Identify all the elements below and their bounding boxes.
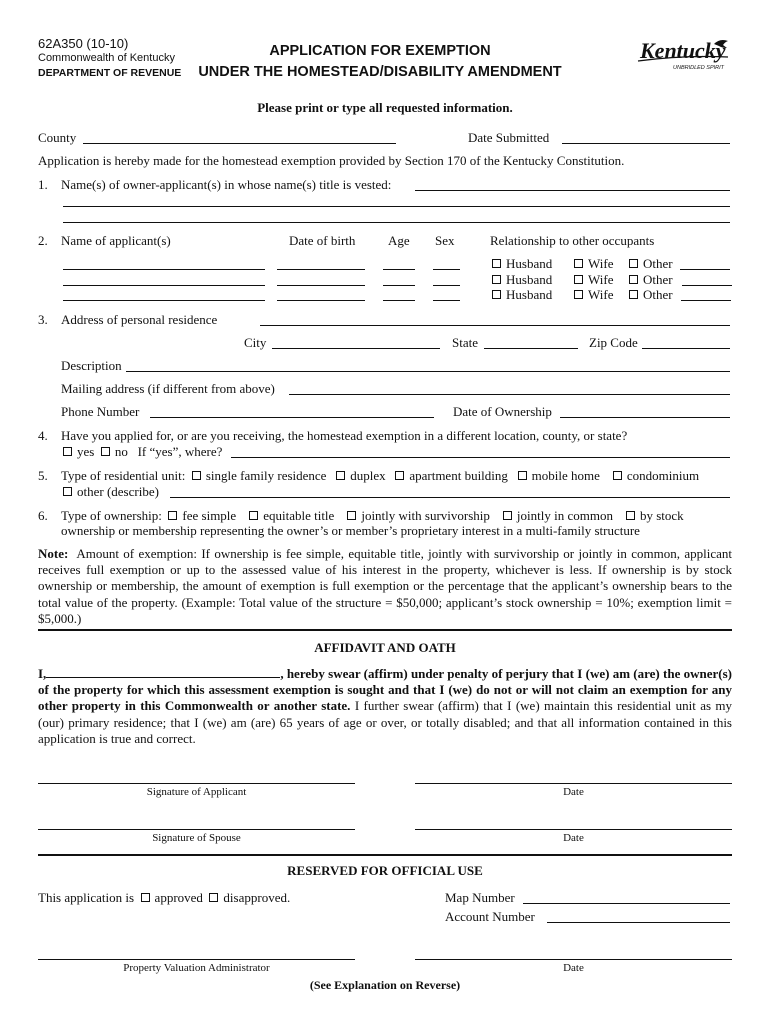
q2-name-label: Name of applicant(s) [61,233,171,248]
section-divider [38,854,732,856]
single-family-checkbox[interactable] [192,471,201,480]
applicant-name-field[interactable] [63,269,265,270]
other-label: Other [643,256,673,271]
spouse-date-label: Date [563,832,584,844]
applicant-dob-field[interactable] [277,285,365,286]
q6-label: Type of ownership: [61,508,162,523]
applicant-dob-field[interactable] [277,269,365,270]
city-field[interactable] [272,348,440,349]
applicant-name-field[interactable] [63,285,265,286]
survivorship-checkbox[interactable] [347,511,356,520]
mailing-address-field[interactable] [289,394,730,395]
applicant-name-field[interactable] [63,300,265,301]
other-checkbox[interactable] [629,259,638,268]
relationship-row [574,287,613,303]
note-label: Note: [38,546,69,561]
no-label: no [114,444,128,459]
zip-field[interactable] [642,348,730,349]
form-title-line2: UNDER THE HOMESTEAD/DISABILITY AMENDMENT [198,64,562,80]
account-number-field[interactable] [547,922,730,923]
map-number-label: Map Number [445,890,515,905]
wife-label: Wife [588,256,614,271]
pva-signature-field[interactable] [38,959,355,960]
other-relationship-field[interactable] [682,285,732,286]
relationship-row [574,256,613,272]
state-field[interactable] [484,348,578,349]
owner-name-field-3[interactable] [63,222,730,223]
relationship-row [629,287,673,303]
applicant-signature-field[interactable] [38,783,355,784]
q4-answer-row [63,444,222,460]
description-field[interactable] [126,371,730,372]
if-yes-label: If “yes”, where? [137,444,223,459]
other-unit-label: other (describe) [77,484,159,499]
apartment-checkbox[interactable] [395,471,404,480]
phone-label: Phone Number [61,404,140,419]
application-is-label: This application is [38,890,135,905]
yes-checkbox[interactable] [63,447,72,456]
affidavit-i: I, [38,666,47,681]
q2-age-label: Age [388,233,410,248]
other-checkbox[interactable] [629,290,638,299]
description-label: Description [61,358,122,373]
fee-simple-checkbox[interactable] [168,511,177,520]
husband-checkbox[interactable] [492,275,501,284]
applicant-dob-field[interactable] [277,300,365,301]
husband-checkbox[interactable] [492,290,501,299]
relationship-row [492,256,552,272]
applicant-signature-label: Signature of Applicant [146,786,247,798]
official-use-heading: RESERVED FOR OFFICIAL USE [287,863,483,878]
q4-number: 4. [38,428,48,443]
residence-address-field[interactable] [260,325,730,326]
kentucky-logo [628,34,738,74]
owner-name-field-1[interactable] [415,190,730,191]
disapproved-label: disapproved. [223,890,291,905]
affidavit-heading: AFFIDAVIT AND OATH [314,640,456,655]
q2-sex-label: Sex [435,233,455,248]
pva-date-field[interactable] [415,959,732,960]
city-label: City [244,335,267,350]
ownership-date-label: Date of Ownership [453,404,552,419]
survivorship-label: jointly with survivorship [361,508,490,523]
section-divider [38,629,732,631]
applicant-date-field[interactable] [415,783,732,784]
department-label: DEPARTMENT OF REVENUE [38,67,182,79]
q1-number: 1. [38,177,48,192]
wife-checkbox[interactable] [574,259,583,268]
logo-tagline: UNBRIDLED SPIRIT [673,65,725,71]
county-label: County [38,130,77,145]
mobile-home-checkbox[interactable] [518,471,527,480]
affidavit-paragraph [38,666,732,747]
q6-number: 6. [38,508,48,523]
instructions: Please print or type all requested information. [257,100,513,115]
wife-checkbox[interactable] [574,290,583,299]
applicant-sex-field[interactable] [433,300,460,301]
date-submitted-label: Date Submitted [468,130,550,145]
applicant-sex-field[interactable] [433,285,460,286]
pva-label: Property Valuation Administrator [123,962,270,974]
q5-other-row [63,484,159,500]
mobile-home-label: mobile home [531,468,600,483]
husband-label: Husband [506,287,553,302]
form-title-line1: APPLICATION FOR EXEMPTION [269,43,491,59]
relationship-row [492,272,552,288]
logo-wordmark: Kentucky [640,38,726,63]
intro-text: Application is hereby made for the homestead exemption provided by Section 170 of the Kentucky Constitution. [38,153,625,168]
other-relationship-field[interactable] [680,269,730,270]
county-field[interactable] [83,143,396,144]
duplex-label: duplex [350,468,386,483]
other-label: Other [643,272,673,287]
q3-number: 3. [38,312,48,327]
pva-date-label: Date [563,962,584,974]
approved-label: approved [154,890,203,905]
q2-dob-label: Date of birth [289,233,356,248]
other-unit-field[interactable] [170,497,730,498]
applicant-age-field[interactable] [383,285,415,286]
stock-checkbox[interactable] [626,511,635,520]
note-text: Amount of exemption: If ownership is fee simple, equitable title, jointly with survivorship or jointly in common, applicant receives full exemption or up to the assessed value of his interest in the property, whichever is less. If ownership is by stock ownership or membership, the amount of exemption is full exemption or the percentage that the applicant’s ownership bears to the total value of the property. (Example: Total value of the structure = $50,000; applicant’s stock ownership = 10%; exemption limit = $5,000.) [38,546,732,626]
spouse-date-field[interactable] [415,829,732,830]
other-relationship-field[interactable] [681,300,731,301]
condominium-label: condominium [626,468,700,483]
no-checkbox[interactable] [101,447,110,456]
q2-relationship-label: Relationship to other occupants [490,233,655,248]
wife-checkbox[interactable] [574,275,583,284]
affiant-name-field[interactable] [46,667,280,678]
state-label: State [452,335,478,350]
spouse-signature-label: Signature of Spouse [152,832,241,844]
note-paragraph [38,546,732,627]
apartment-label: apartment building [409,468,508,483]
fee-simple-label: fee simple [182,508,237,523]
relationship-row [574,272,613,288]
yes-label: yes [77,444,95,459]
other-label: Other [643,287,673,302]
applicant-date-label: Date [563,786,584,798]
other-unit-checkbox[interactable] [63,487,72,496]
date-submitted-field[interactable] [562,143,730,144]
disapproved-checkbox[interactable] [209,893,218,902]
affidavit-text: I further swear (affirm) that I (we) maintain this residential unit as my (our) primary residence; that I (we) am (are) 65 years of age or over, or totally disabled; and that all information contained in this application is true and correct. [38,698,733,746]
wife-label: Wife [588,272,614,287]
owner-name-field-2[interactable] [63,206,730,207]
relationship-row [629,256,673,272]
wife-label: Wife [588,287,614,302]
husband-checkbox[interactable] [492,259,501,268]
q1-label: Name(s) of owner-applicant(s) in whose name(s) title is vested: [61,177,392,192]
q2-number: 2. [38,233,48,248]
q5-number: 5. [38,468,48,483]
mailing-address-label: Mailing address (if different from above) [61,381,275,396]
condominium-checkbox[interactable] [613,471,622,480]
single-family-label: single family residence [205,468,327,483]
husband-label: Husband [506,272,553,287]
form-number: 62A350 (10-10) [38,36,129,51]
approval-row [38,890,290,906]
approved-checkbox[interactable] [141,893,150,902]
zip-label: Zip Code [589,335,638,350]
applicant-sex-field[interactable] [433,269,460,270]
q4-label: Have you applied for, or are you receiving, the homestead exemption in a different location, county, or state? [61,428,628,443]
q3-label: Address of personal residence [61,312,218,327]
other-checkbox[interactable] [629,275,638,284]
applicant-age-field[interactable] [383,300,415,301]
equitable-title-checkbox[interactable] [249,511,258,520]
spouse-signature-field[interactable] [38,829,355,830]
q6-row [61,508,684,524]
commonwealth-label: Commonwealth of Kentucky [38,52,175,64]
stock-label: by stock [639,508,684,523]
husband-label: Husband [506,256,553,271]
q5-row [61,468,699,484]
relationship-row [492,287,552,303]
q5-label: Type of residential unit: [61,468,186,483]
in-common-label: jointly in common [516,508,613,523]
footer-note: (See Explanation on Reverse) [309,978,461,992]
equitable-title-label: equitable title [263,508,335,523]
duplex-checkbox[interactable] [336,471,345,480]
other-location-field[interactable] [231,457,730,458]
in-common-checkbox[interactable] [503,511,512,520]
applicant-age-field[interactable] [383,269,415,270]
q6-line2: ownership or membership representing the owner’s or member’s proprietary interest in a multi-family structure [61,523,640,538]
phone-field[interactable] [150,417,434,418]
map-number-field[interactable] [523,903,730,904]
ownership-date-field[interactable] [560,417,730,418]
affidavit-bold-text: , hereby swear (affirm) under penalty of perjury that I (we) am (are) the owner(s) of the property for which this assessment exemption is sought and that I (we) do not or will not claim an exemption for any other property in this Commonwealth or another state. [38,666,732,714]
account-number-label: Account Number [445,909,535,924]
relationship-row [629,272,673,288]
